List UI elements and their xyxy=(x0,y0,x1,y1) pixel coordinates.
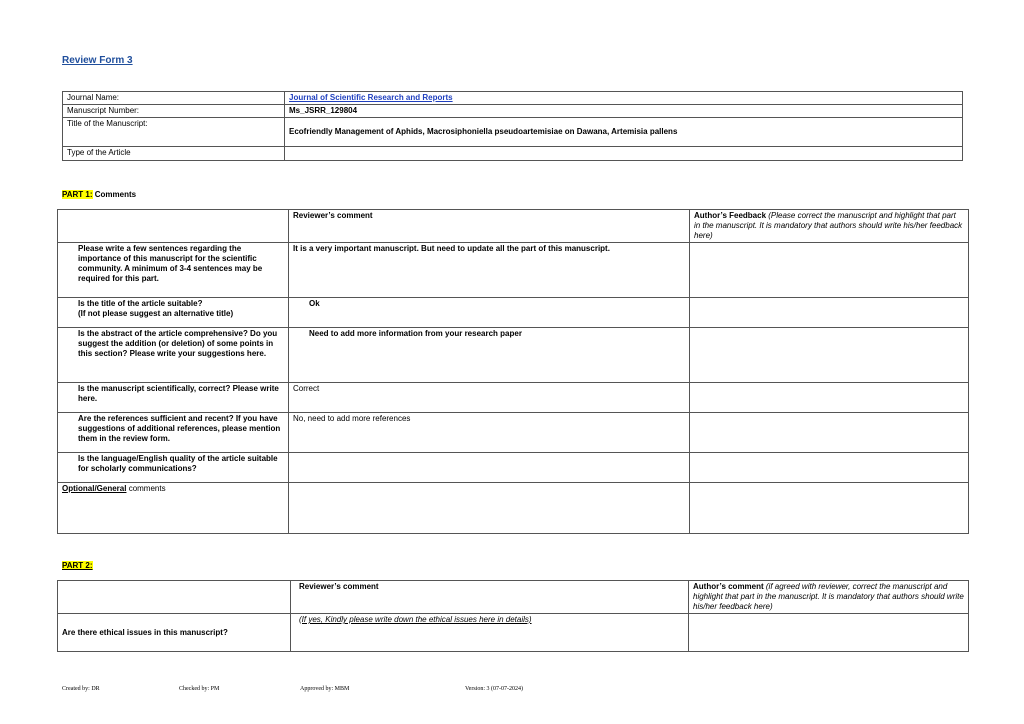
author-feedback-title[interactable] xyxy=(690,298,969,328)
part2-ethics-table xyxy=(57,580,969,652)
answer-abstract[interactable]: Need to add more information from your research paper xyxy=(289,328,690,383)
manuscript-info-table xyxy=(62,91,963,161)
article-type-value[interactable] xyxy=(285,147,963,161)
part2-reviewer-header: Reviewer’s comment xyxy=(291,581,689,614)
answer-title[interactable]: Ok xyxy=(289,298,690,328)
footer-created-by: Created by: DR xyxy=(62,686,100,692)
part1-label: PART 1: xyxy=(62,190,93,199)
journal-link[interactable]: Journal of Scientific Research and Reports xyxy=(289,93,453,102)
question-importance: Please write a few sentences regarding the importance of this manuscript for the scientific community. A minimum of 3-4 sentences may be required for this part. xyxy=(58,243,289,298)
optional-comments-reviewer[interactable] xyxy=(289,483,690,534)
ethical-issues-reviewer[interactable] xyxy=(291,614,689,652)
optional-label-bold: Optional/General xyxy=(62,484,127,493)
author-feedback-scientific[interactable] xyxy=(690,383,969,413)
journal-label: Journal Name: xyxy=(63,92,285,105)
author-feedback-references[interactable] xyxy=(690,413,969,453)
answer-references[interactable]: No, need to add more references xyxy=(289,413,690,453)
article-type-label: Type of the Article xyxy=(63,147,285,161)
ethical-issues-author[interactable] xyxy=(689,614,969,652)
part2-author-header-note: (if agreed with reviewer, correct the manuscript and highlight that part in the manuscript. It is mandatory that authors should write his/her feedback here) xyxy=(693,582,964,611)
author-header-bold: Author’s Feedback xyxy=(694,211,767,220)
manuscript-number-label: Manuscript Number: xyxy=(63,105,285,118)
part1-comments-table xyxy=(57,209,969,534)
footer-version: Version: 3 (07-07-2024) xyxy=(465,686,523,692)
part1-reviewer-header: Reviewer’s comment xyxy=(289,210,690,243)
manuscript-title-value: Ecofriendly Management of Aphids, Macrosiphoniella pseudoartemisiae on Dawana, Artemisia pallens xyxy=(285,118,963,147)
author-feedback-language[interactable] xyxy=(690,453,969,483)
ethical-issues-hint: (If yes, Kindly please write down the ethical issues here in details) xyxy=(299,615,532,624)
answer-language[interactable] xyxy=(289,453,690,483)
part2-label: PART 2: xyxy=(62,561,93,570)
part1-header-blank xyxy=(58,210,289,243)
question-title: Is the title of the article suitable? (If not please suggest an alternative title) xyxy=(58,298,289,328)
part2-header-blank xyxy=(58,581,291,614)
part1-heading xyxy=(62,190,136,199)
manuscript-number-value: Ms_JSRR_129804 xyxy=(285,105,963,118)
author-header-note: (Please correct the manuscript and highlight that part in the manuscript. It is mandatory that authors should write his/her feedback here) xyxy=(694,211,963,240)
footer-checked-by: Checked by: PM xyxy=(179,686,220,692)
optional-comments-label xyxy=(58,483,289,534)
part2-heading xyxy=(62,561,93,570)
question-scientific: Is the manuscript scientifically, correct? Please write here. xyxy=(58,383,289,413)
form-title: Review Form 3 xyxy=(62,55,133,66)
manuscript-title-label: Title of the Manuscript: xyxy=(63,118,285,147)
footer-approved-by: Approved by: MBM xyxy=(300,686,350,692)
question-language: Is the language/English quality of the article suitable for scholarly communications? xyxy=(58,453,289,483)
author-feedback-abstract[interactable] xyxy=(690,328,969,383)
answer-importance[interactable]: It is a very important manuscript. But need to update all the part of this manuscript. xyxy=(289,243,690,298)
question-references: Are the references sufficient and recent? If you have suggestions of additional references, please mention them in the review form. xyxy=(58,413,289,453)
question-abstract: Is the abstract of the article comprehensive? Do you suggest the addition (or deletion) of some points in this section? Please write your suggestions here. xyxy=(58,328,289,383)
optional-comments-author[interactable] xyxy=(690,483,969,534)
part1-author-header xyxy=(690,210,969,243)
author-feedback-importance[interactable] xyxy=(690,243,969,298)
part1-label-rest: Comments xyxy=(92,190,137,199)
optional-label-rest: comments xyxy=(126,484,166,493)
part2-author-header xyxy=(689,581,969,614)
answer-scientific[interactable]: Correct xyxy=(289,383,690,413)
ethical-issues-question: Are there ethical issues in this manuscript? xyxy=(58,614,291,652)
part2-author-header-bold: Author’s comment xyxy=(693,582,764,591)
